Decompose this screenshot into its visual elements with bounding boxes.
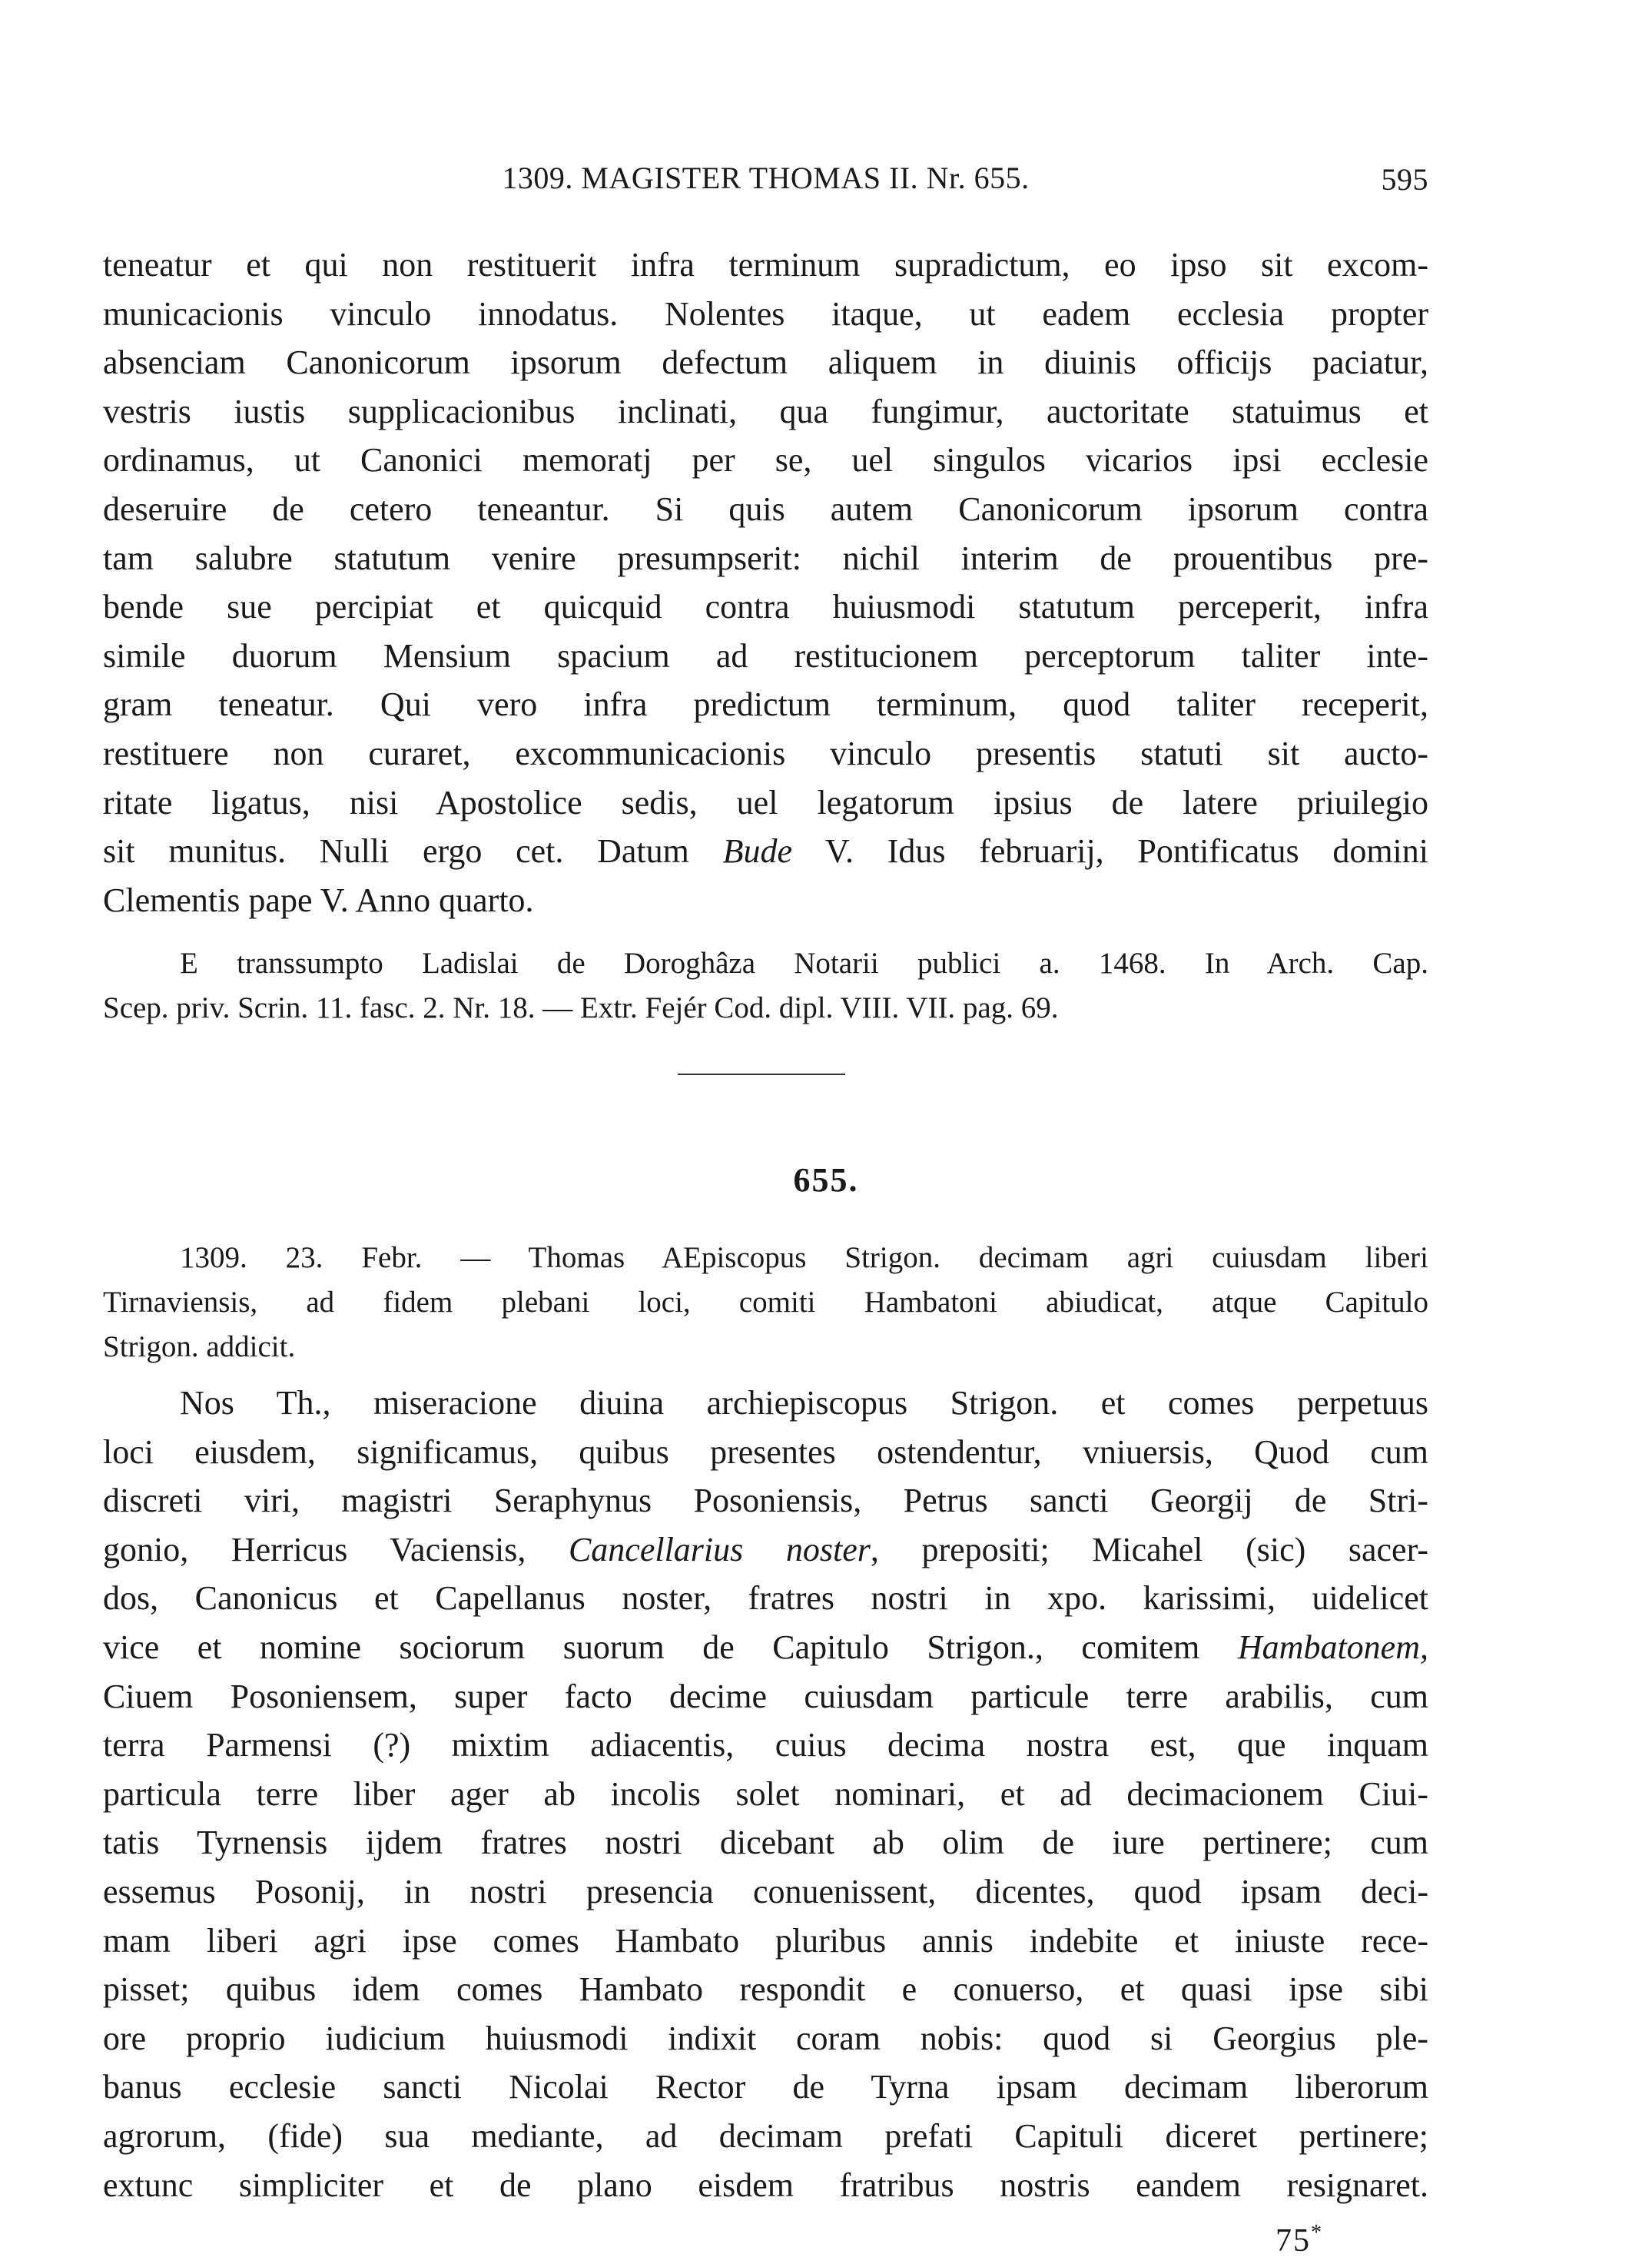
regest-line: 1309. 23. Febr. — Thomas AEpiscopus Strigon. decimam agri cuiusdam liberi <box>180 1241 1428 1274</box>
text-line: vestris iustis supplicacionibus inclinati, qua fungimur, auctoritate statuimus et <box>103 392 1428 430</box>
text-line: teneatur et qui non restituerit infra terminum supradictum, eo ipso sit excom- <box>103 246 1428 284</box>
text-line: bende sue percipiat et quicquid contra huiusmodi statutum perceperit, infra <box>103 588 1428 626</box>
text-segment: , prepositi; Micahel (sic) sacer- <box>870 1530 1428 1568</box>
source-note-line: E transsumpto Ladislai de Doroghâza Notarii publici a. 1468. In Arch. Cap. <box>180 947 1428 980</box>
regest <box>103 1236 1428 1369</box>
text-line: simile duorum Mensium spacium ad restitucionem perceptorum taliter inte- <box>103 636 1428 675</box>
main-text <box>103 1379 1428 2209</box>
text-line: deseruire de cetero teneantur. Si quis autem Canonicorum ipsorum contra <box>103 490 1428 528</box>
text-segment: gonio, Herricus Vaciensis, <box>103 1530 569 1568</box>
text-line: Nos Th., miseracione diuina archiepiscopus Strigon. et comes perpetuus <box>180 1384 1428 1422</box>
section-divider <box>678 1074 845 1075</box>
text-line: municacionis vinculo innodatus. Nolentes itaque, ut eadem ecclesia propter <box>103 294 1428 333</box>
text-line: tatis Tyrnensis ijdem fratres nostri dicebant ab olim de iure pertinere; cum <box>103 1824 1428 1862</box>
place-name-italic: Bude <box>722 832 792 871</box>
text-line: ritate ligatus, nisi Apostolice sedis, uel legatorum ipsius de latere priuilegio <box>103 783 1428 821</box>
text-line: terra Parmensi (?) mixtim adiacentis, cuius decima nostra est, que inquam <box>103 1726 1428 1764</box>
text-line: particula terre liber ager ab incolis solet nominari, et ad decimacionem Ciui- <box>103 1774 1428 1813</box>
document-number: 655. <box>793 1161 859 1199</box>
text-line: discreti viri, magistri Seraphynus Posoniensis, Petrus sancti Georgij de Stri- <box>103 1482 1428 1520</box>
text-line: gram teneatur. Qui vero infra predictum terminum, quod taliter receperit, <box>103 685 1428 724</box>
text-line <box>103 1623 1428 1672</box>
text-line: extunc simpliciter et de plano eisdem fratribus nostris eandem resignaret. <box>103 2166 1428 2204</box>
text-line: pisset; quibus idem comes Hambato respondit e conuerso, et quasi ipse sibi <box>103 1970 1428 2009</box>
text-line: Clementis pape V. Anno quarto. <box>103 881 534 919</box>
text-line: tam salubre statutum venire presumpserit: nichil interim de prouentibus pre- <box>103 539 1428 577</box>
source-note <box>103 941 1428 1031</box>
text-line: dos, Canonicus et Capellanus noster, fratres nostri in xpo. karissimi, uidelicet <box>103 1579 1428 1618</box>
continued-text <box>103 241 1428 924</box>
running-title: 1309. MAGISTER THOMAS II. Nr. 655. <box>502 161 1030 195</box>
text-segment: V. Idus februarij, Pontificatus domini <box>791 832 1428 871</box>
source-note-line: Scep. priv. Scrin. 11. fasc. 2. Nr. 18. — Extr. Fejér Cod. dipl. VIII. VII. pag. 69. <box>103 991 1059 1024</box>
regest-line: Tirnaviensis, ad fidem plebani loci, comiti Hambatoni abiudicat, atque Capitulo <box>103 1286 1428 1319</box>
signature-mark <box>1275 2221 1323 2259</box>
text-line: essemus Posonij, in nostri presencia conuenissent, dicentes, quod ipsam deci- <box>103 1872 1428 1910</box>
text-line: banus ecclesie sancti Nicolai Rector de Tyrna ipsam decimam liberorum <box>103 2068 1428 2106</box>
text-line: restituere non curaret, excommunicacionis vinculo presentis statuti sit aucto- <box>103 734 1428 772</box>
signature-star: * <box>1311 2221 1323 2245</box>
text-segment: vice et nomine sociorum suorum de Capitulo Strigon., comitem <box>103 1628 1238 1666</box>
text-line: ore proprio iudicium huiusmodi indixit coram nobis: quod si Georgius ple- <box>103 2019 1428 2057</box>
page-header <box>103 160 1428 206</box>
text-line: ordinamus, ut Canonici memoratj per se, uel singulos vicarios ipsi ecclesie <box>103 441 1428 480</box>
text-line: agrorum, (fide) sua mediante, ad decimam prefati Capituli diceret pertinere; <box>103 2116 1428 2155</box>
signature-number: 75 <box>1275 2223 1311 2259</box>
text-line: Ciuem Posoniensem, super facto decime cuiusdam particule terre arabilis, cum <box>103 1677 1428 1715</box>
text-segment: sit munitus. Nulli ergo cet. Datum <box>103 832 723 871</box>
name-italic: Hambatonem, <box>1237 1628 1428 1666</box>
text-line: mam liberi agri ipse comes Hambato pluribus annis indebite et iniuste rece- <box>103 1921 1428 1960</box>
title-italic: Cancellarius noster <box>568 1530 871 1568</box>
text-line <box>103 827 1428 876</box>
text-line: loci eiusdem, significamus, quibus presentes ostendentur, vniuersis, Quod cum <box>103 1432 1428 1471</box>
page-number: 595 <box>1381 162 1428 197</box>
text-line <box>103 1525 1428 1575</box>
text-line: absenciam Canonicorum ipsorum defectum aliquem in diuinis officijs paciatur, <box>103 344 1428 382</box>
regest-line: Strigon. addicit. <box>103 1330 296 1363</box>
